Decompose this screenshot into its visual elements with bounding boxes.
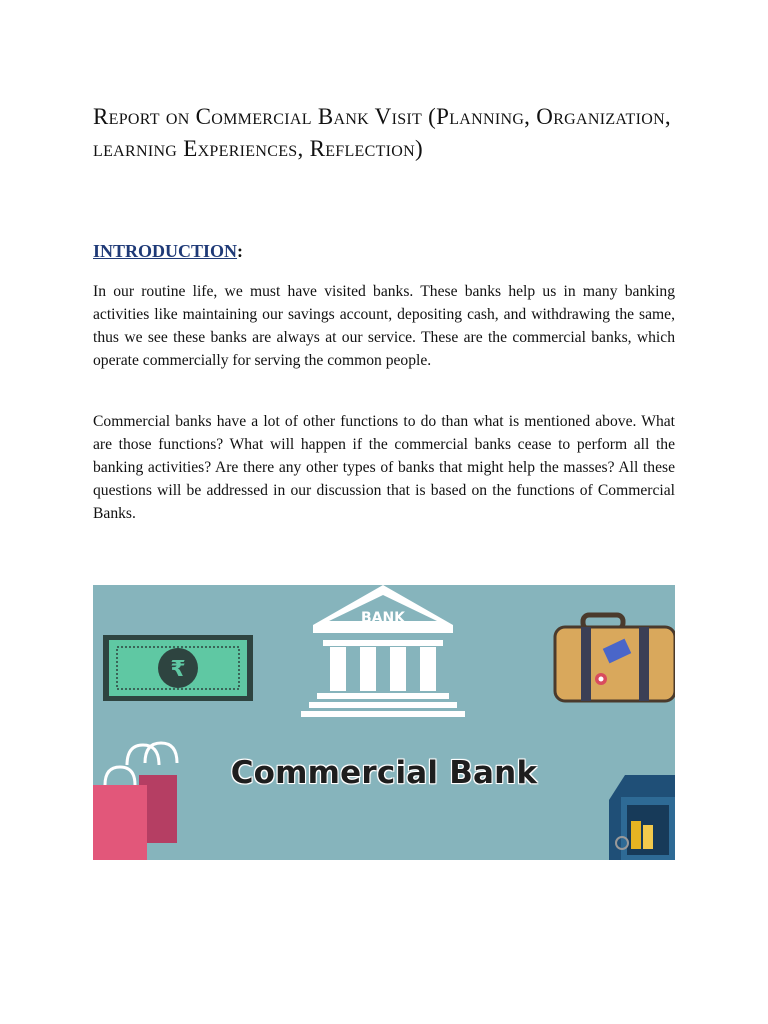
- banner-caption: Commercial Bank: [230, 755, 538, 791]
- paragraph-2: Commercial banks have a lot of other functions to do than what is mentioned above. What are those functions? What will happen if the commercial banks cease to perform all the banking activities? Are there any other types of banks that might help the masses? All these questions will be addressed in our discussion that is based on the functions of Commercial Banks.: [93, 413, 675, 522]
- paragraph-1: In our routine life, we must have visited banks. These banks help us in many banking activities like maintaining our savings account, depositing cash, and withdrawing the same, thus we see these banks are always at our service. These are the commercial banks, which operate commercially for serving the common people.: [93, 283, 675, 369]
- introduction-heading: [93, 241, 243, 262]
- commercial-bank-illustration: [93, 585, 675, 860]
- rupee-symbol: ₹: [170, 657, 186, 682]
- introduction-link[interactable]: INTRODUCTION: [93, 241, 238, 261]
- bank-sign: BANK: [360, 610, 406, 626]
- bank-building-icon: [301, 585, 465, 717]
- banknote-icon: [103, 635, 253, 701]
- document-title: Report on Commercial Bank Visit (Planning, Organization, learning Experiences, Reflection): [93, 104, 671, 161]
- heading-colon: :: [237, 241, 244, 261]
- suitcase-icon: [555, 615, 675, 701]
